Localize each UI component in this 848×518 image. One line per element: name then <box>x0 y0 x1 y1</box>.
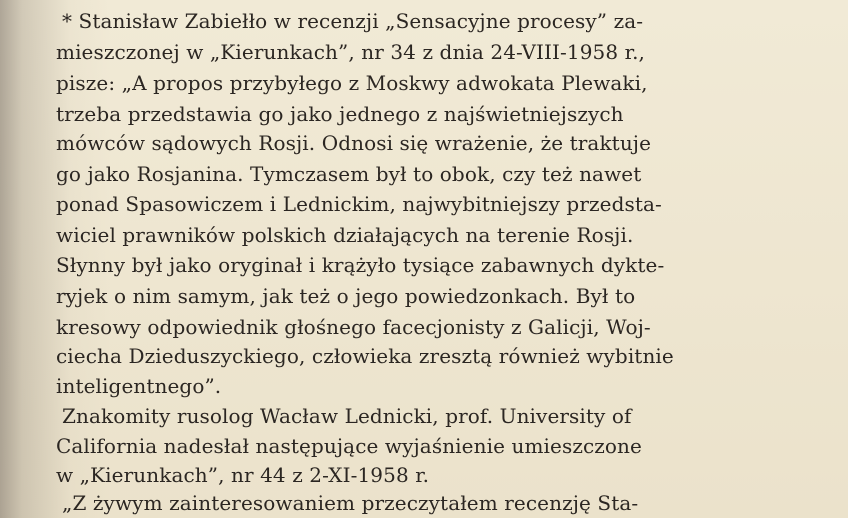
text-line-5: mówców sądowych Rosji. Odnosi się wrażenie, że traktuje <box>56 131 652 155</box>
text-line-16: w „Kierunkach”, nr 44 z 2-XI-1958 r. <box>56 463 430 487</box>
text-line-2: mieszczonej w „Kierunkach”, nr 34 z dnia 24-VIII-1958 r., <box>56 40 646 64</box>
text-line-9: Słynny był jako oryginał i krążyło tysiące zabawnych dykte- <box>56 253 665 277</box>
text-line-10: ryjek o nim samym, jak też o jego powiedzonkach. Był to <box>56 284 636 308</box>
text-line-3: pisze: „A propos przybyłego z Moskwy adwokata Plewaki, <box>56 71 648 95</box>
text-line-8: wiciel prawników polskich działających na terenie Rosji. <box>56 223 634 247</box>
text-line-13: inteligentnego”. <box>56 374 222 398</box>
text-line-6: go jako Rosjanina. Tymczasem był to obok, czy też nawet <box>56 162 642 186</box>
text-line-7: ponad Spasowiczem i Lednickim, najwybitniejszy przedsta- <box>56 192 662 216</box>
text-line-17: „Z żywym zainteresowaniem przeczytałem recenzję Sta- <box>62 491 639 515</box>
text-line-15: California nadesłał następujące wyjaśnienie umieszczone <box>56 434 642 458</box>
text-line-4: trzeba przedstawia go jako jednego z najświetniejszych <box>56 102 624 126</box>
text-line-1: * Stanisław Zabiełło w recenzji „Sensacyjne procesy” za- <box>62 9 644 33</box>
text-line-11: kresowy odpowiednik głośnego facecjonisty z Galicji, Woj- <box>56 315 651 339</box>
text-line-12: ciecha Dzieduszyckiego, człowieka zresztą również wybitnie <box>56 344 674 368</box>
text-line-14: Znakomity rusolog Wacław Lednicki, prof. University of <box>62 404 632 428</box>
